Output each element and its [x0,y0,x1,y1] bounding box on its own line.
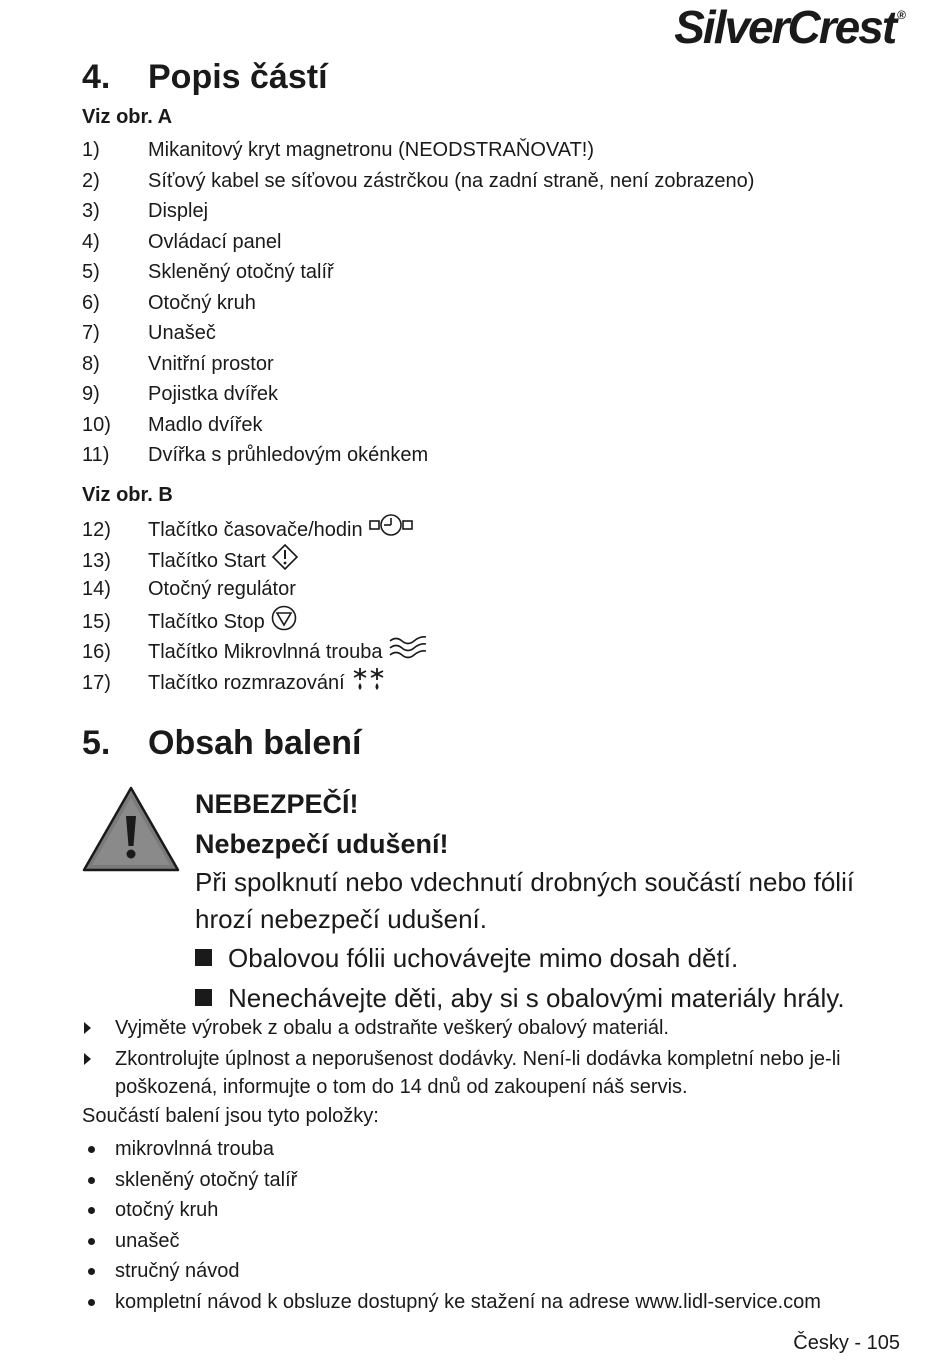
list-item: kompletní návod k obsluze dostupný ke stažení na adrese www.lidl-service.com [82,1287,821,1318]
step-item: Zkontrolujte úplnost a neporušenost dodávky. Není-li dodávka kompletní nebo je-li poškozená, informujte o tom do 14 dnů od zakoupení náš servis. [82,1045,882,1101]
contents-intro: Součástí balení jsou tyto položky: [82,1105,379,1127]
part-item: 3) Displej [82,200,209,222]
microwave-waves-icon [389,635,427,671]
warning-triangle-icon [82,786,180,877]
part-item: 6) Otočný kruh [82,291,256,314]
section-4-heading: 4. Popis částí [82,58,328,96]
part-item: 10) Madlo dvířek [82,413,263,436]
part-item: 9) Pojistka dvířek [82,383,279,405]
part-item: 7) Unašeč [82,322,216,344]
list-item: skleněný otočný talíř [82,1165,821,1196]
list-item: stručný návod [82,1256,821,1287]
fig-a-label: Viz obr. A [82,106,173,128]
warning-block [195,784,895,1018]
part-item: 2) Síťový kabel se síťovou zástrčkou (na zadní straně, není zobrazeno) [82,169,755,192]
part-item: 11) Dvířka s průhledovým okénkem [82,444,429,466]
part-item: 8) Vnitřní prostor [82,352,274,375]
part-item: 14) Otočný regulátor [82,578,296,600]
part-item: 5) Skleněný otočný talíř [82,261,334,283]
warning-text: Při spolknutí nebo vdechnutí drobných součástí nebo fólií hrozí nebezpečí udušení. [195,867,855,934]
unpacking-steps [82,1014,882,1104]
silvercrest-logo: SilverCrest ® [674,1,904,53]
list-item: mikrovlnná trouba [82,1134,821,1165]
list-item: otočný kruh [82,1195,821,1226]
step-item: Vyjměte výrobek z obalu a odstraňte veškerý obalový materiál. [82,1014,882,1042]
section-5-heading: 5. Obsah balení [82,724,362,762]
fig-b-label: Viz obr. B [82,484,173,506]
clock-icon [369,513,413,549]
page-number: Česky - 105 [793,1332,900,1354]
part-item: 17) Tlačítko rozmrazování [82,666,427,697]
warning-bullet: Nenechávejte děti, aby si s obalovými materiály hrály. [195,978,895,1018]
fig-a-parts-list [82,135,754,471]
defrost-icon [351,666,387,702]
part-item: 4) Ovládací panel [82,230,282,253]
warning-subheading: Nebezpečí udušení! [195,829,449,859]
part-item: 12) Tlačítko časovače/hodin [82,513,427,544]
warning-heading: NEBEZPEČÍ! [195,789,359,819]
part-item: 1) Mikanitový kryt magnetronu (NEODSTRAŇOVAT!) [82,139,595,161]
part-item: 16) Tlačítko Mikrovlnná trouba [82,635,427,666]
list-item: unašeč [82,1226,821,1257]
part-item: 15) Tlačítko Stop [82,605,427,636]
package-contents-list [82,1134,821,1317]
part-item: 13) Tlačítko Start [82,544,427,575]
fig-b-parts-list [82,513,427,696]
warning-bullet: Obalovou fólii uchovávejte mimo dosah dětí. [195,938,895,978]
